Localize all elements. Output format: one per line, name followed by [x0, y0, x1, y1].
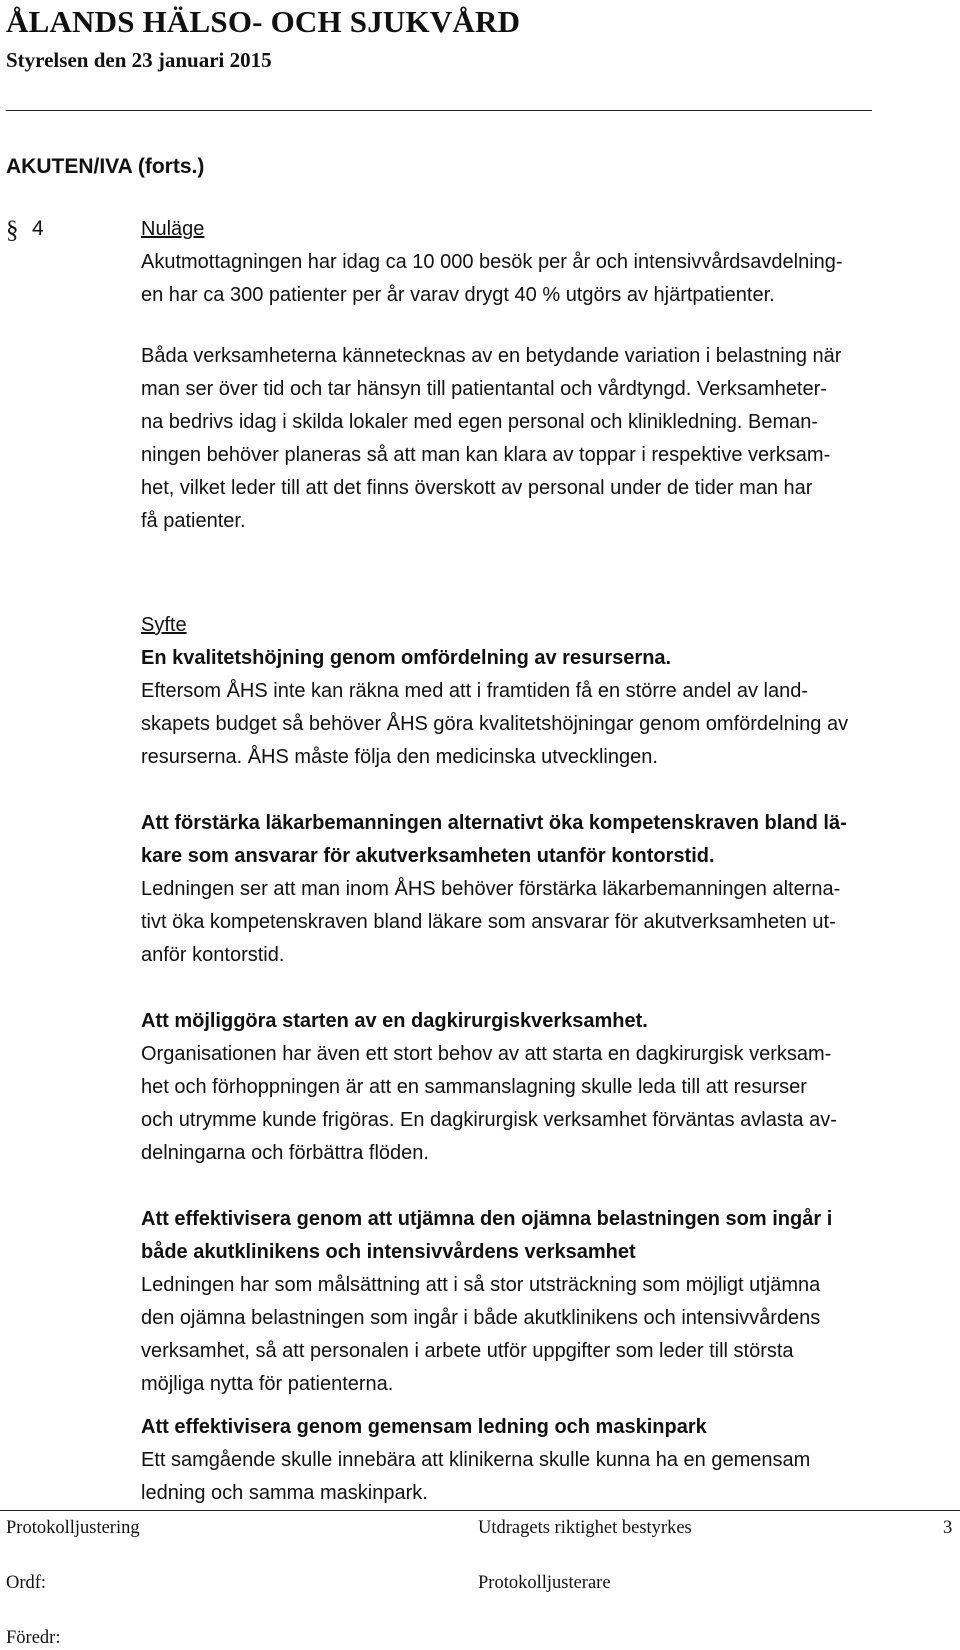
- page-number: 3: [943, 1518, 953, 1538]
- organization-title: ÅLANDS HÄLSO- OCH SJUKVÅRD: [6, 4, 521, 39]
- text-line: ledning och samma maskinpark.: [141, 1482, 428, 1504]
- text-line: skapets budget så behöver ÅHS göra kvalitetshöjningar genom omfördelning av: [141, 713, 849, 735]
- meeting-date: Styrelsen den 23 januari 2015: [6, 48, 272, 72]
- section-heading: både akutklinikens och intensivvårdens verksamhet: [141, 1241, 636, 1263]
- paragraph-mark: §: [6, 217, 19, 244]
- footer-ordf: Ordf:: [6, 1573, 47, 1593]
- text-line: tivt öka kompetenskraven bland läkare som ansvarar för akutverksamheten ut-: [141, 911, 836, 933]
- syfte-section: [141, 1411, 941, 1510]
- nulage-paragraph-2: [141, 340, 941, 538]
- text-line: Ett samgående skulle innebära att klinikerna skulle kunna ha en gemensam: [141, 1449, 811, 1471]
- syfte-sections: [141, 642, 941, 1510]
- syfte-section: [141, 1005, 941, 1170]
- text-line: anför kontorstid.: [141, 944, 285, 966]
- text-line: få patienter.: [141, 510, 246, 532]
- text-line: en har ca 300 patienter per år varav drygt 40 % utgörs av hjärtpatienter.: [141, 284, 775, 306]
- nulage-paragraph-1: [141, 246, 941, 312]
- syfte-section: [141, 642, 941, 774]
- header-divider: [6, 110, 872, 111]
- text-line: Organisationen har även ett stort behov av att starta en dagkirurgisk verksam-: [141, 1043, 832, 1065]
- item-number: 4: [32, 217, 44, 240]
- text-line: ningen behöver planeras så att man kan klara av toppar i respektive verksam-: [141, 444, 831, 466]
- section-title: AKUTEN/IVA (forts.): [6, 155, 205, 178]
- text-line: Ledningen har som målsättning att i så stor utsträckning som möjligt utjämna: [141, 1274, 821, 1296]
- text-line: het och förhoppningen är att en sammanslagning skulle leda till att resurser: [141, 1076, 807, 1098]
- text-line: den ojämna belastningen som ingår i både akutklinikens och intensivvårdens: [141, 1307, 821, 1329]
- nulage-heading: Nuläge: [141, 218, 205, 240]
- section-heading: Att möjliggöra starten av en dagkirurgiskverksamhet.: [141, 1010, 648, 1032]
- section-heading: Att effektivisera genom gemensam ledning och maskinpark: [141, 1416, 707, 1438]
- syfte-section: [141, 807, 941, 972]
- footer-foredr: Föredr:: [6, 1628, 61, 1648]
- text-line: Akutmottagningen har idag ca 10 000 besök per år och intensivvårdsavdelning-: [141, 251, 843, 273]
- text-line: het, vilket leder till att det finns överskott av personal under de tider man har: [141, 477, 813, 499]
- text-line: Ledningen ser att man inom ÅHS behöver förstärka läkarbemanningen alterna-: [141, 878, 841, 900]
- text-line: Båda verksamheterna kännetecknas av en betydande variation i belastning när: [141, 345, 842, 367]
- footer-divider: [0, 1510, 960, 1511]
- footer-certification: Utdragets riktighet bestyrkes: [478, 1518, 692, 1538]
- section-heading: kare som ansvarar för akutverksamheten utanför kontorstid.: [141, 845, 715, 867]
- text-line: delningarna och förbättra flöden.: [141, 1142, 429, 1164]
- section-heading: Att förstärka läkarbemanningen alternativt öka kompetenskraven bland lä-: [141, 812, 847, 834]
- text-line: Eftersom ÅHS inte kan räkna med att i framtiden få en större andel av land-: [141, 680, 808, 702]
- footer-protokolljusterare: Protokolljusterare: [478, 1573, 611, 1593]
- text-line: na bedrivs idag i skilda lokaler med egen personal och klinikledning. Beman-: [141, 411, 819, 433]
- text-line: möjliga nytta för patienterna.: [141, 1373, 394, 1395]
- section-heading: En kvalitetshöjning genom omfördelning av resurserna.: [141, 647, 672, 669]
- syfte-heading: Syfte: [141, 614, 187, 636]
- text-line: och utrymme kunde frigöras. En dagkirurgisk verksamhet förväntas avlasta av-: [141, 1109, 837, 1131]
- syfte-section: [141, 1203, 941, 1401]
- text-line: resurserna. ÅHS måste följa den medicinska utvecklingen.: [141, 746, 658, 768]
- section-heading: Att effektivisera genom att utjämna den ojämna belastningen som ingår i: [141, 1208, 833, 1230]
- footer-protokolljustering: Protokolljustering: [6, 1518, 140, 1538]
- text-line: verksamhet, så att personalen i arbete utför uppgifter som leder till största: [141, 1340, 794, 1362]
- text-line: man ser över tid och tar hänsyn till patientantal och vårdtyngd. Verksamheter-: [141, 378, 827, 400]
